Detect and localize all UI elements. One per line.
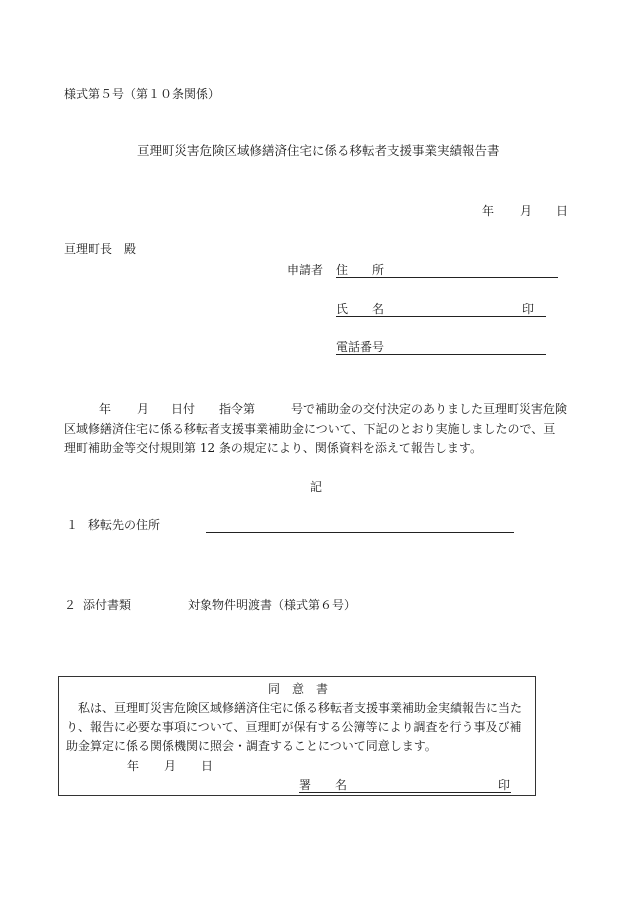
body-line3: 理町補助金等交付規則第 12 条の規定により、関係資料を添えて報告します。: [64, 441, 482, 455]
consent-title: 同 意 書: [268, 682, 329, 696]
destination-address-field[interactable]: [206, 517, 514, 533]
body-line1-text: 号で補助金の交付決定のありました亘理町災害危険: [291, 402, 568, 416]
date-day-label: 日: [556, 204, 569, 218]
addressee: 亘理町長 殿: [64, 242, 137, 256]
body-month: 月: [137, 402, 150, 416]
phone-field[interactable]: [336, 339, 546, 355]
body-day-suffix: 日付: [171, 402, 196, 416]
date-month-label: 月: [520, 204, 533, 218]
body-year: 年: [99, 402, 112, 416]
consent-day-label: 日: [201, 759, 214, 773]
consent-line2: り、報告に必要な事項について、亘理町が保有する公簿等により調査を行う事及び補: [66, 720, 522, 734]
body-line2: 区域修繕済住宅に係る移転者支援事業補助金について、下記のとおり実施しましたので、亘: [64, 422, 556, 436]
name-field[interactable]: [336, 301, 546, 317]
signature-field[interactable]: [299, 777, 511, 793]
consent-line3: 助金算定に係る関係機関に照会・調査することについて同意します。: [66, 739, 437, 753]
item1-number: １: [66, 518, 79, 532]
document-title: 亘理町災害危険区域修繕済住宅に係る移転者支援事業実績報告書: [137, 143, 500, 158]
address-label: 住 所: [336, 263, 385, 277]
address-field[interactable]: [336, 262, 558, 278]
ki-heading: 記: [310, 480, 323, 494]
signature-label: 署 名: [299, 778, 348, 792]
consent-month-label: 月: [164, 759, 177, 773]
phone-label: 電話番号: [336, 340, 385, 354]
item2-label: 添付書類: [83, 598, 132, 612]
date-year-label: 年: [482, 204, 495, 218]
name-label: 氏 名: [336, 302, 385, 316]
applicant-label: 申請者: [287, 263, 324, 277]
signature-seal: 印: [498, 778, 511, 792]
body-order-number-label: 指令第: [219, 402, 256, 416]
consent-year-label: 年: [127, 759, 140, 773]
form-number: 様式第５号（第１０条関係）: [64, 87, 221, 101]
consent-line1: 私は、亘理町災害危険区域修繕済住宅に係る移転者支援事業補助金実績報告に当た: [78, 701, 523, 715]
item2-value: 対象物件明渡書（様式第６号）: [188, 598, 357, 612]
applicant-seal: 印: [522, 302, 535, 316]
item1-label: 移転先の住所: [88, 518, 161, 532]
item2-number: ２: [64, 598, 77, 612]
